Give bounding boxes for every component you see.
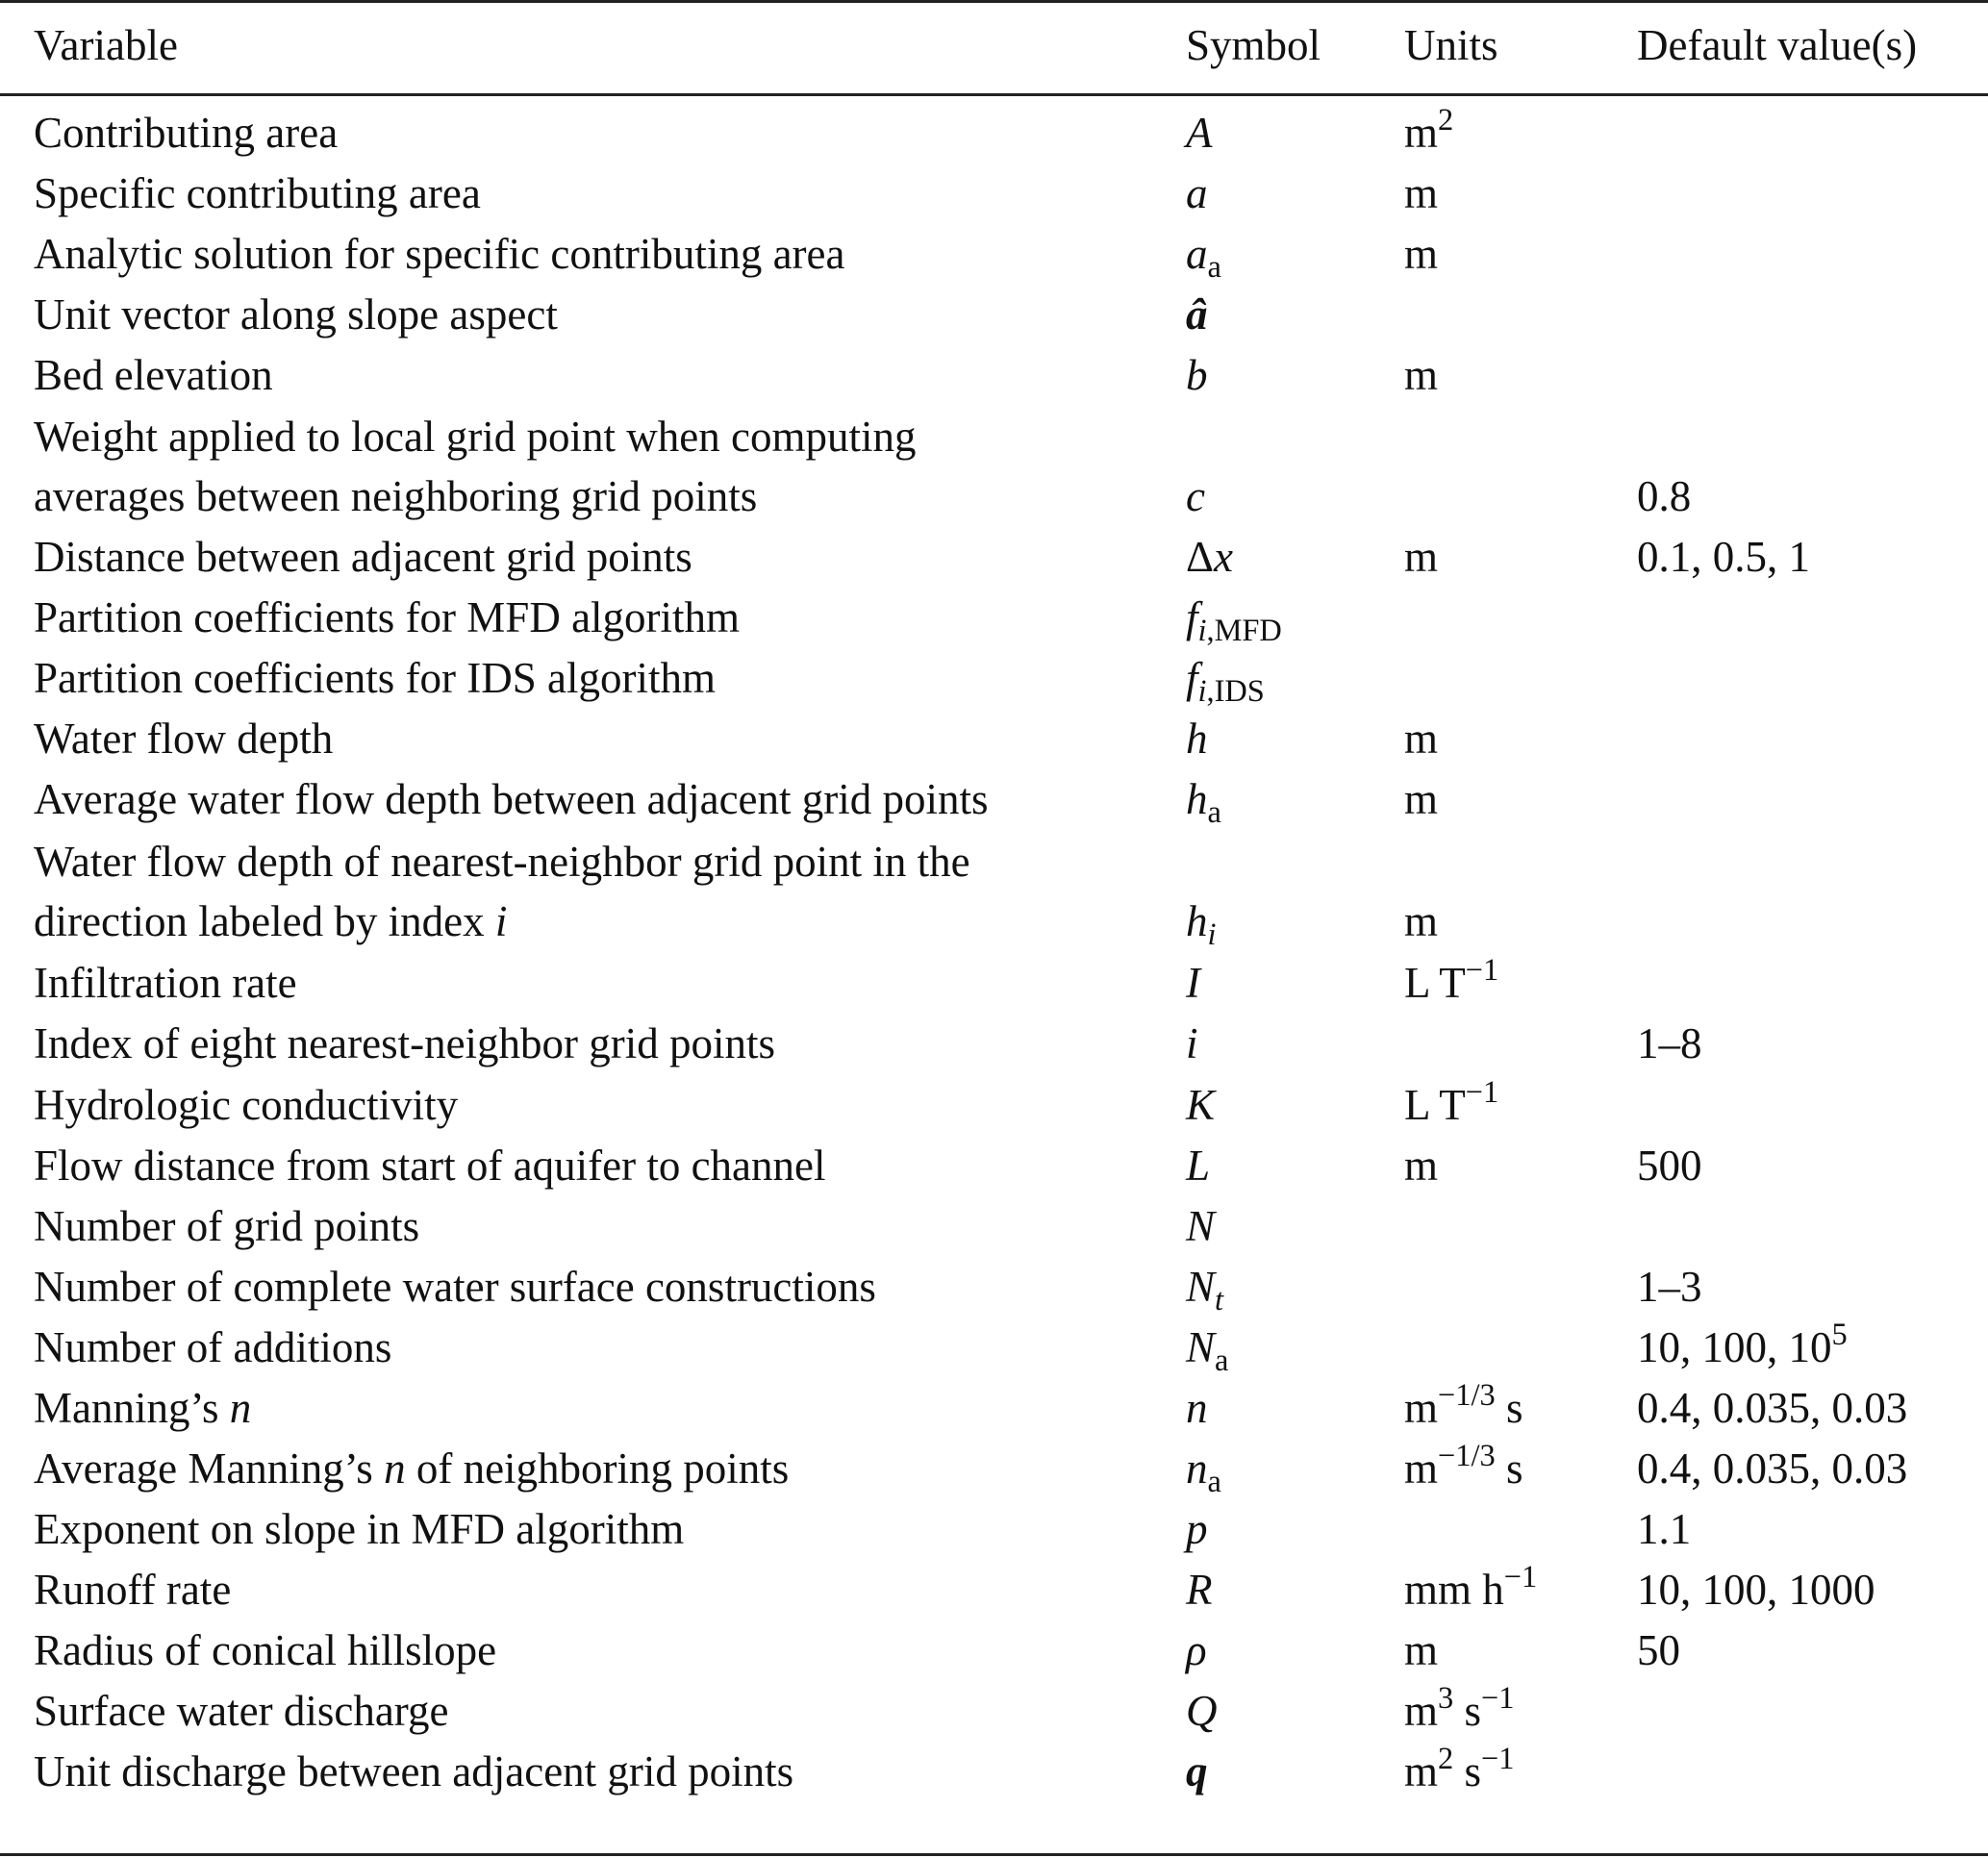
header-rule [0,93,1988,96]
symbol-cell: $h_a$ [1186,775,1221,831]
table-row [0,224,1988,284]
table-row [0,1014,1988,1073]
variable-text: direction labeled by index i [34,897,508,945]
variable-cell [34,1378,251,1438]
units-cell: m [1404,1626,1439,1674]
variable-text: Number of grid points [34,1202,420,1250]
variable-text: Unit vector along slope aspect [34,290,558,339]
units-cell: $m^{-1/3}$ s [1404,1378,1523,1432]
bottom-rule [0,1853,1988,1856]
symbol-subscript [1208,250,1221,285]
variable-text: Average water flow depth between adjacent grid points [34,775,989,823]
symbol-subscript [1208,1465,1221,1499]
units-cell: m [1404,897,1439,945]
symbol-cell: â [1186,290,1208,339]
header-variable: Variable [34,21,178,69]
variable-cell [34,285,558,344]
units-cell: m [1404,775,1439,823]
variable-cell [34,345,273,405]
table-row [0,838,1988,953]
units-exponent: 3 [1438,1681,1454,1717]
variable-cell [34,769,989,829]
units-exponent: −1 [1503,1560,1538,1595]
symbol-subscript: i,MFD [1197,614,1282,649]
units-cell: $m^2$ $s^{-1}$ [1404,1742,1515,1795]
default-value-cell: 0.8 [1637,472,1692,520]
symbol-cell: c [1186,472,1205,520]
units-cell: L $T^{-1}$ [1404,1075,1499,1129]
units-cell: $m^3$ $s^{-1}$ [1404,1681,1515,1735]
default-value-cell: 0.4, 0.035, 0.03 [1637,1384,1908,1432]
variable-cell [34,1742,793,1801]
variable-text: Infiltration rate [34,959,297,1007]
variable-cell [34,103,338,163]
default-value-cell: 50 [1637,1626,1680,1674]
units-cell: m [1404,230,1439,278]
subscript-label: ,MFD [1206,614,1282,649]
variable-text: Number of complete water surface constructions [34,1263,876,1311]
variable-text: Partition coefficients for MFD algorithm [34,593,741,641]
symbol-subscript: i [1207,917,1217,953]
units-cell: m [1404,715,1439,763]
table-row [0,1196,1988,1256]
table-row [0,953,1988,1013]
units-exponent: −1 [1480,1681,1515,1717]
symbol-cell: R [1186,1566,1213,1614]
variable-cell [34,224,845,284]
symbol-cell: $a_a$ [1186,230,1221,286]
units-cell: $m^{-1/3}$ s [1404,1439,1523,1493]
variable-cell [34,1499,684,1559]
variable-cell [34,527,692,587]
symbol-subscript [1208,795,1221,830]
default-value-cell: 1.1 [1637,1505,1692,1553]
table-row [0,1499,1988,1559]
symbol-cell: L [1186,1142,1211,1190]
symbol-cell: A [1186,109,1213,157]
variable-cell [34,1014,775,1073]
header-row [0,15,1988,75]
variable-text: Specific contributing area [34,169,481,217]
table-row [0,163,1988,223]
symbol-subscript: t [1215,1283,1224,1318]
table-row [0,1439,1988,1498]
units-cell: $m^2$ [1404,103,1454,157]
variable-text: Index of eight nearest-neighbor grid points [34,1019,776,1067]
units-exponent: 2 [1438,1742,1454,1777]
variable-cell [34,1196,419,1256]
table-row [0,345,1988,405]
variable-cell [34,1681,448,1741]
symbol-cell: N [1186,1202,1216,1250]
symbol-cell: $f_{i,IDS}$ [1186,654,1265,710]
units-cell: m [1404,1142,1439,1190]
symbol-subscript [1215,1343,1228,1378]
header-symbol: Symbol [1186,21,1321,69]
symbol-cell: K [1186,1081,1216,1129]
variable-cell [34,1318,391,1377]
units-exponent: 2 [1438,103,1454,138]
variable-text: Exponent on slope in MFD algorithm [34,1505,685,1553]
subscript-label: a [1207,250,1221,286]
units-cell: mm $h^{-1}$ [1404,1560,1538,1614]
units-cell: m [1404,169,1439,217]
symbol-cell: $n_a$ [1186,1444,1221,1500]
variable-cell [34,588,740,647]
variable-line-1: Water flow depth of nearest-neighbor grid point in the [34,838,970,886]
symbol-cell: Δx [1186,533,1233,581]
symbol-cell: a [1186,169,1208,217]
symbol-cell: i [1186,1019,1198,1067]
variable-cell [34,1620,496,1680]
variable-line-1: Weight applied to local grid point when computing [34,413,917,461]
default-value-cell: 10, 100, 1000 [1637,1566,1875,1614]
variable-text: Water flow depth [34,715,334,763]
default-value-cell: 0.4, 0.035, 0.03 [1637,1444,1908,1493]
table-row [0,1681,1988,1741]
table-row [0,413,1988,526]
variable-text: Hydrologic conductivity [34,1081,459,1129]
variable-text: Analytic solution for specific contributing area [34,230,845,278]
symbol-cell: q [1186,1747,1208,1795]
variable-text: Bed elevation [34,351,273,399]
table-row [0,1620,1988,1680]
symbol-cell: n [1186,1384,1208,1432]
variable-text: Manning’s n [34,1384,252,1432]
variable-cell [34,838,970,951]
table-row [0,709,1988,768]
subscript-label: ,IDS [1206,674,1265,710]
variable-cell [34,1257,876,1317]
variable-cell [34,1136,826,1195]
variable-cell [34,413,917,526]
symbol-cell: b [1186,351,1208,399]
table-row [0,1560,1988,1619]
default-value-cell: 10, 100, $10^5$ [1637,1318,1848,1371]
units-cell: L $T^{-1}$ [1404,953,1499,1007]
table-row [0,769,1988,829]
default-value-cell: 1–3 [1637,1263,1702,1311]
variable-cell [34,163,481,223]
symbol-cell: $N_a$ [1186,1323,1229,1379]
units-cell: m [1404,351,1439,399]
units-exponent: −1 [1465,1075,1499,1111]
table-row [0,1257,1988,1317]
symbol-cell: ρ [1186,1626,1207,1674]
variable-cell [34,1439,789,1498]
default-value-cell: 1–8 [1637,1019,1702,1067]
symbol-cell: $N_t$ [1186,1263,1224,1318]
subscript-label: a [1207,795,1221,831]
variable-text: Unit discharge between adjacent grid points [34,1747,794,1795]
table-row [0,1075,1988,1135]
header-units: Units [1404,21,1498,69]
variable-text: Average Manning’s n of neighboring points [34,1444,790,1493]
variable-text: Distance between adjacent grid points [34,533,692,581]
variable-text: Number of additions [34,1323,392,1371]
table-row [0,1318,1988,1377]
table-row [0,103,1988,163]
symbol-cell: h [1186,715,1208,763]
variable-cell [34,1075,458,1135]
header-default: Default value(s) [1637,21,1918,69]
units-exponent: −1 [1465,953,1499,989]
table-row [0,588,1988,647]
table-row [0,285,1988,344]
units-exponent: −1 [1480,1742,1515,1777]
units-exponent: −1/3 [1438,1378,1496,1414]
symbol-cell: I [1186,959,1200,1007]
variable-text: Contributing area [34,109,339,157]
variable-text: averages between neighboring grid points [34,472,758,520]
units-exponent: −1/3 [1438,1439,1496,1474]
table-row [0,1742,1988,1801]
symbol-subscript: i,IDS [1197,674,1265,710]
subscript-label: a [1215,1343,1229,1379]
variable-text: Radius of conical hillslope [34,1626,497,1674]
variable-text: Surface water discharge [34,1687,449,1735]
variable-text: Runoff rate [34,1566,232,1614]
delta-glyph: Δ [1186,533,1214,581]
default-exponent: 5 [1831,1318,1848,1353]
table-row [0,1136,1988,1195]
symbol-cell: $f_{i,MFD}$ [1186,593,1282,649]
variable-cell [34,1560,231,1619]
table-row [0,648,1988,708]
table-row [0,527,1988,587]
default-value-cell: 0.1, 0.5, 1 [1637,533,1810,581]
variable-cell [34,709,333,768]
top-rule [0,0,1988,3]
variable-text: Flow distance from start of aquifer to channel [34,1142,826,1190]
symbol-cell: Q [1186,1687,1218,1735]
variable-cell [34,648,716,708]
default-value-cell: 500 [1637,1142,1702,1190]
subscript-label: a [1207,1465,1221,1500]
symbol-cell: p [1186,1505,1208,1553]
variable-text: Partition coefficients for IDS algorithm [34,654,717,702]
variable-cell [34,953,297,1013]
units-cell: m [1404,533,1439,581]
symbol-cell: $h_i$ [1186,897,1217,953]
table-row [0,1378,1988,1438]
